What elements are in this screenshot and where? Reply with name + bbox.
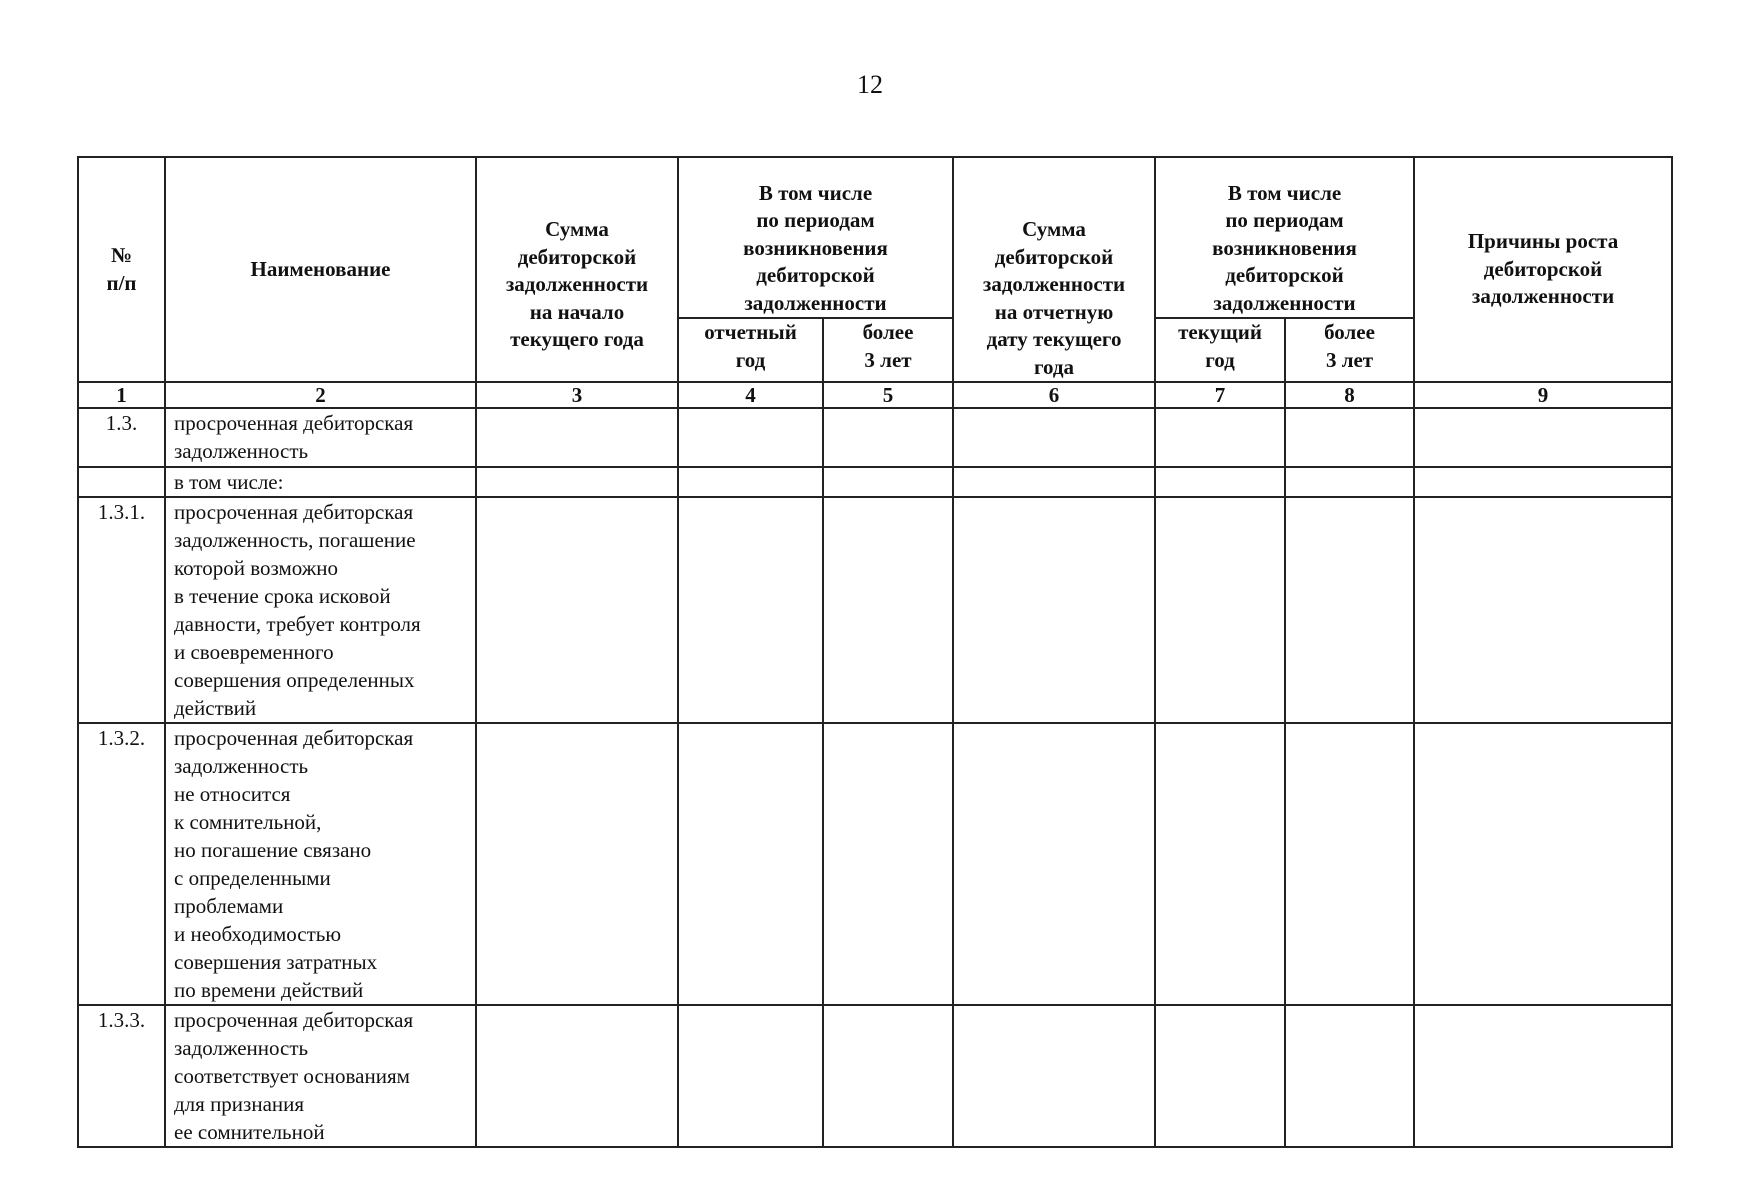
table-row <box>78 408 1672 467</box>
row-name: просроченная дебиторская задолженность соответствует основаниям для признания ее сомнительной <box>165 1005 476 1147</box>
cell-over-3-years-b <box>1285 408 1414 467</box>
cell-over-3-years-a <box>823 1005 953 1147</box>
header-name <box>165 157 476 382</box>
header-reasons-label: Причины роста дебиторской задолженности <box>1467 229 1619 309</box>
table-row <box>78 1005 1672 1147</box>
header-number <box>78 157 165 382</box>
cell-current-year <box>1155 467 1285 497</box>
cell-reasons <box>1414 497 1672 723</box>
cell-over-3-years-a <box>823 497 953 723</box>
column-number: 5 <box>823 382 953 408</box>
cell-current-year <box>1155 723 1285 1005</box>
row-code: 1.3.2. <box>78 723 165 1005</box>
header-row <box>78 157 1672 318</box>
cell-sum-start <box>476 497 678 723</box>
receivables-table-container <box>77 156 1671 1148</box>
header-group-periods-a <box>678 157 953 318</box>
cell-over-3-years-a <box>823 723 953 1005</box>
row-code: 1.3. <box>78 408 165 467</box>
cell-over-3-years-b <box>1285 467 1414 497</box>
cell-current-year <box>1155 408 1285 467</box>
row-code: 1.3.3. <box>78 1005 165 1147</box>
header-sum-report <box>953 157 1155 382</box>
row-name: в том числе: <box>165 467 476 497</box>
subheader-current-year <box>1155 318 1285 382</box>
subheader-over-3-years-b <box>1285 318 1414 382</box>
cell-sum-start <box>476 467 678 497</box>
column-number: 4 <box>678 382 823 408</box>
cell-over-3-years-a <box>823 408 953 467</box>
header-group-periods-b <box>1155 157 1414 318</box>
column-number: 7 <box>1155 382 1285 408</box>
cell-reporting-year <box>678 1005 823 1147</box>
cell-sum-start <box>476 408 678 467</box>
table-row <box>78 497 1672 723</box>
cell-reasons <box>1414 408 1672 467</box>
column-number: 6 <box>953 382 1155 408</box>
table-row <box>78 723 1672 1005</box>
column-number: 9 <box>1414 382 1672 408</box>
cell-over-3-years-b <box>1285 723 1414 1005</box>
cell-reasons <box>1414 723 1672 1005</box>
cell-sum-report <box>953 723 1155 1005</box>
cell-over-3-years-a <box>823 467 953 497</box>
row-name: просроченная дебиторская задолженность <box>165 408 476 467</box>
cell-reporting-year <box>678 723 823 1005</box>
cell-reasons <box>1414 1005 1672 1147</box>
column-number: 3 <box>476 382 678 408</box>
row-name: просроченная дебиторская задолженность не относится к сомнительной, но погашение связано с определенными проблемами и необходимостью совершения затратных по времени действий <box>165 723 476 1005</box>
column-number-row <box>78 382 1672 408</box>
row-name: просроченная дебиторская задолженность, погашение которой возможно в течение срока исковой давности, требует контроля и своевременного совершения определенных действий <box>165 497 476 723</box>
cell-sum-report <box>953 497 1155 723</box>
cell-current-year <box>1155 1005 1285 1147</box>
page-number: 12 <box>857 70 883 99</box>
table-row <box>78 467 1672 497</box>
cell-sum-report <box>953 408 1155 467</box>
row-code: 1.3.1. <box>78 497 165 723</box>
cell-current-year <box>1155 497 1285 723</box>
header-number-label: № п/п <box>106 243 137 295</box>
subheader-current-year-label: текущий год <box>1178 320 1262 372</box>
cell-sum-start <box>476 1005 678 1147</box>
cell-reporting-year <box>678 408 823 467</box>
column-number: 1 <box>78 382 165 408</box>
column-number: 8 <box>1285 382 1414 408</box>
header-sum-start-label: Сумма дебиторской задолженности на начало текущего года <box>505 217 649 351</box>
cell-over-3-years-b <box>1285 497 1414 723</box>
cell-sum-start <box>476 723 678 1005</box>
header-sum-report-label: Сумма дебиторской задолженности на отчетную дату текущего года <box>982 217 1126 379</box>
header-group-periods-a-label: В том числе по периодам возникновения дебиторской задолженности <box>743 180 888 315</box>
column-number: 2 <box>165 382 476 408</box>
cell-sum-report <box>953 467 1155 497</box>
cell-sum-report <box>953 1005 1155 1147</box>
header-reasons <box>1414 157 1672 382</box>
cell-reasons <box>1414 467 1672 497</box>
header-name-label: Наименование <box>250 256 391 281</box>
subheader-over-3-years-a-label: более 3 лет <box>862 320 914 372</box>
subheader-reporting-year-label: отчетный год <box>704 320 797 372</box>
header-sum-start <box>476 157 678 382</box>
cell-reporting-year <box>678 497 823 723</box>
subheader-over-3-years-a <box>823 318 953 382</box>
subheader-over-3-years-b-label: более 3 лет <box>1324 320 1375 372</box>
subheader-reporting-year <box>678 318 823 382</box>
row-code <box>78 467 165 497</box>
cell-over-3-years-b <box>1285 1005 1414 1147</box>
header-group-periods-b-label: В том числе по периодам возникновения дебиторской задолженности <box>1212 180 1357 315</box>
cell-reporting-year <box>678 467 823 497</box>
receivables-table <box>77 156 1673 1148</box>
